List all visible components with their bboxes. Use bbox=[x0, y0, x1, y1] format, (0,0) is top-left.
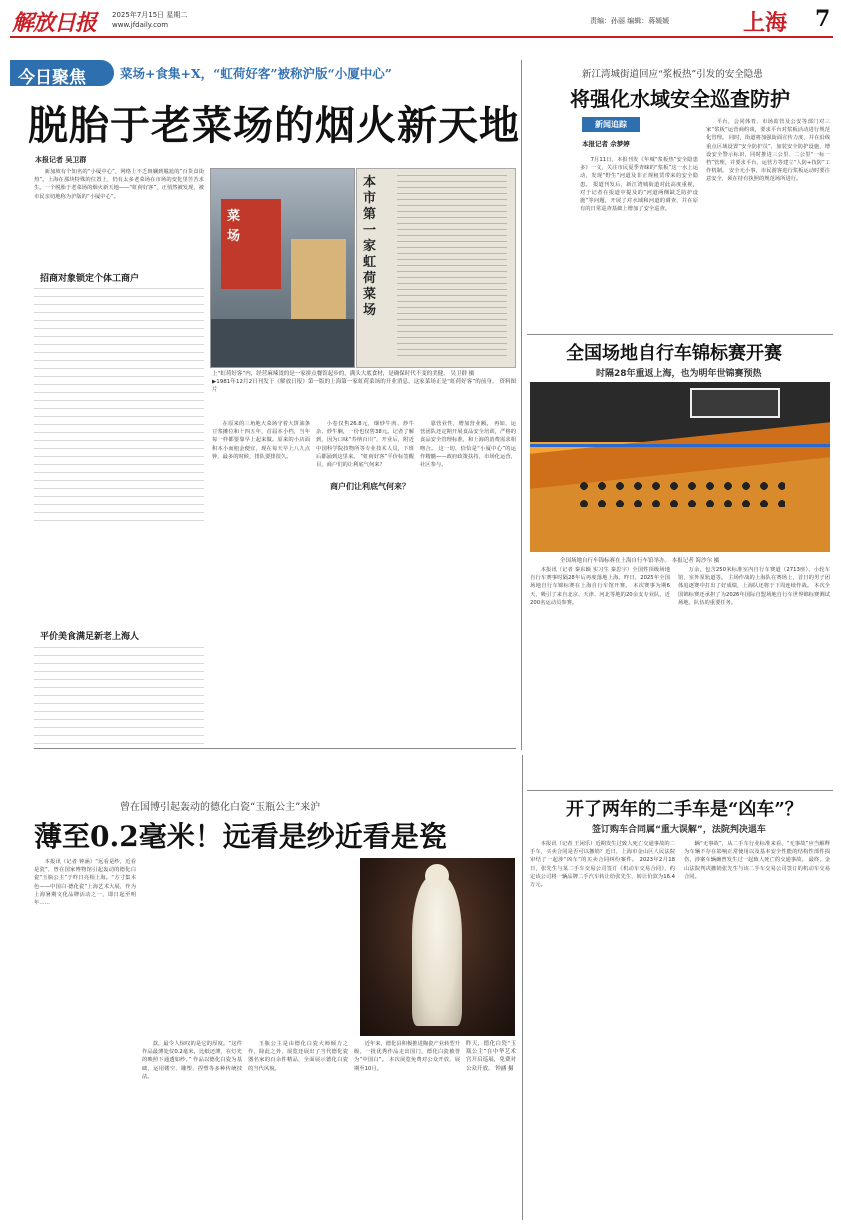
story4-column-1 bbox=[530, 840, 675, 1220]
story1-kicker: 菜场+食集+X，“虹荷好客”被称沪版“小厦中心” bbox=[120, 66, 392, 81]
today-focus-tag bbox=[10, 60, 114, 86]
story5-column-1 bbox=[34, 858, 136, 1220]
story2-byline: 本报记者 佘梦婷 bbox=[582, 140, 630, 148]
story1-column-1-body bbox=[34, 285, 204, 525]
story2-headline: 将强化水域安全巡查防护 bbox=[570, 87, 790, 111]
story5-column-3 bbox=[248, 1040, 348, 1220]
section-name: 上海 bbox=[743, 10, 788, 36]
porcelain-photo bbox=[360, 858, 515, 1036]
story2-left-text: 7月11日，本报刊发《年城“浆板热”安全隐患多》一文，关注市民夏季青睐的“浆板”这一水上运动，发现“野生”河道及非正规租赁带来的安全隐患。 报道刊发后，新江湾城街道对此高度重视，对于记者在报道中提及的“河道两侧缺乏防护设施”等问题，开展了对水域和河道的调查，并在原有的日常巡查基础上增加了安全巡查。 bbox=[580, 157, 698, 213]
newspaper-logo: 解放日报 bbox=[12, 10, 97, 36]
story5-column-3-text: 玉瓶公主是由德化白瓷大师倾力之作，除此之外，展览还展出了当代德化瓷器名家的百余件精品，全面展示德化白瓷的当代风貌。 bbox=[248, 1041, 348, 1072]
story5-column-1-text: 本报讯（记者 钟涵）“远看是纱，近看是瓷”，曾在国家博物馆引起轰动的德化白瓷“玉瓶公主”于昨日亮相上海。“方寸集本色——中国白·德化瓷”上海艺术大展，作为上海暑期文化品牌活动之一，即日起至明年…… bbox=[34, 859, 136, 907]
story4-column-2 bbox=[684, 840, 830, 1220]
story1-byline: 本报记者 吴卫群 bbox=[35, 156, 87, 164]
story1-bottom-rule bbox=[34, 748, 516, 749]
right-column-divider bbox=[522, 755, 523, 1220]
cycling-photo-caption: 全国场地自行车锦标赛在上海自行车馆举办。 本报记者 海沙尔 摄 bbox=[560, 558, 720, 564]
story1-subhead-3: 商户们让利底气何来？ bbox=[330, 481, 410, 491]
news-tracking-tag bbox=[582, 117, 640, 132]
story2-left-column bbox=[580, 156, 698, 328]
story1-column-2 bbox=[212, 420, 310, 740]
story4-headline: 开了两年的二手车是“凶车”？ bbox=[566, 799, 803, 820]
story1-subhead-1: 招商对象锁定个体工商户 bbox=[40, 274, 140, 284]
cycling-photo bbox=[530, 382, 830, 552]
news-tracking-label: 新闻追踪 bbox=[595, 120, 627, 129]
masthead bbox=[10, 4, 835, 36]
story1-column-4 bbox=[420, 420, 516, 740]
story1-column-4-text: 靠营业性，增加营业额。 再如，运营团队还定期开展食品安全培训，严格的食品安全管理标准，和上海的消费需求相吻合。 这一切，恰恰是“小厦中心”的运作精髓——政府政策扶持，市场化运营，社区参与。 bbox=[420, 421, 516, 469]
story1-subhead-2: 平价美食满足新老上海人 bbox=[40, 632, 140, 642]
story3-column-2 bbox=[678, 566, 830, 786]
story3-column-1-text: 本报讯（记者 秦东颖 实习生 秦思宇）全国性顶级场地自行车赛事时隔28年后再度落地上海。昨日，2025年全国场地自行车锦标赛在上海自行车馆开赛。 本次赛事为期6天，吸引了来自北京、天津、河北等地的20余支专业队，近200名运动员参赛。 bbox=[530, 567, 670, 606]
story1-photo-caption: 上“虹荷好客”内，经营麻辣烫的是一家拼点餐馆起步的，满头大底食材，是确保时代不变的美健。 吴卫群 摄 ▶1981年12月2日刊发于《解放日报》第一版的上海第一家虹荷菜场的开业消息，这家菜场正是“虹荷好客”的前身。 资料图片 bbox=[212, 371, 516, 394]
story1-column-2-text: 在原来的三角地大菜场守着大饼油条豆浆摊位和十四五年，首届本小档，当年每一样都要靠早上起来做。原来的小店面积本小而租金便宜，现在每天早上八九点钟，最多的时候，排队要排很久。 bbox=[212, 421, 310, 460]
left-column-divider bbox=[521, 60, 522, 750]
masthead-rule bbox=[10, 36, 833, 38]
story5-column-4 bbox=[354, 1040, 460, 1220]
story3-bottom-rule bbox=[527, 790, 833, 791]
story3-column-2-text: 万余，包含250米标准室内自行车赛道（2713座）、小轮车馆、室外泵轨道等。 主场作战的上海队在赛场上，首日的男子团体追逐赛中打出了好成绩，上海队还将于下周连续作战。 本次全国锦标赛还承担了为2026年国际自盟场地自行车世界锦标赛测试场地、队伍的重要任务。 bbox=[678, 567, 830, 606]
story3-column-1 bbox=[530, 566, 670, 786]
story5-column-4-text: 近年来，德化县积极推进陶瓷产业转型升级，一批优秀作品走出国门，德化白瓷被誉为“中国白”。 本次展览免费对公众开放，展期至10月。 bbox=[354, 1041, 460, 1072]
archive-clipping: 本 市 第 一 家 虹 荷 菜 场 bbox=[356, 168, 516, 368]
story5-headline: 薄至0.2毫米！远看是纱近看是瓷 bbox=[34, 820, 447, 853]
issue-date: 2025年7月15日 星期二 bbox=[112, 11, 188, 19]
porcelain-photo-caption: 昨天，德化白瓷“玉瓶公主”在中华艺术宫开启巡展，免费对公众开放。 钟涵 摄 bbox=[466, 1041, 516, 1072]
story4-column-1-text: 本报讯（记者 王闲乐）近期发生过致人死亡交通事故的二手车，买卖合同是否可以撤销？近日，上海市金山区人民法院审结了一起涉“凶车”的买卖合同纠纷案件。 2023年2月18日，张先生与某二手车交易公司签订《机动车交易合同》，约定该公司将一辆品牌二手汽车转让给张先生，转让价款为16.4万元。 bbox=[530, 841, 675, 889]
story1-column-1-text: 新加坡有个知名的“小厦中心”，网络上不乏斑斓到尴尬的“百货食街热”。上海在那块特殊的位置上，仍有太多老菜场在市场的变化里苦苦求生。一个脱胎于老菜场的烟火新天地——“虹荷好客”，正悄然被发现，被市民亲切地称为沪版的“小厦中心”。 bbox=[34, 169, 204, 200]
story1-column-3 bbox=[316, 420, 414, 740]
story3-headline: 全国场地自行车锦标赛开赛 bbox=[566, 343, 782, 364]
page-number: 7 bbox=[815, 6, 831, 32]
story5-kicker: 曾在国博引起轰动的德化白瓷“玉瓶公主”来沪 bbox=[120, 802, 321, 813]
story1-column-1 bbox=[34, 168, 204, 208]
story1-column-1-tail bbox=[34, 644, 204, 744]
editor-credits: 责编：孙丽 编辑：蒋媛媛 bbox=[590, 17, 670, 25]
website-link[interactable]: www.jfdaily.com bbox=[112, 21, 169, 29]
story5-column-2-text: 款，最令人惊叹的是它的厚度。“这件作品最薄处仅0.2毫米，比纸还薄，在灯光的映照下通透如纱。” 作品以德化白瓷为基础，运用镂空、雕塑、捏塑等多种传统技法。 bbox=[142, 1041, 242, 1080]
today-focus-label: 今日聚焦 bbox=[18, 68, 86, 88]
story5-column-2 bbox=[142, 1040, 242, 1220]
story4-column-2-text: 辆“无事故”，从二手车行业标准来看，“无事故”应当解释为车辆不存在影响正常使用以及基本安全性能的结构性部件损伤，涉案车辆确曾发生过一起致人死亡的交通事故。 最终，金山法院判决撤销张先生与该二手车交易公司签订的机动车交易合同。 bbox=[684, 841, 830, 880]
story2-bottom-rule bbox=[527, 334, 833, 335]
story4-subhead: 签订购车合同属“重大误解”，法院判决退车 bbox=[592, 825, 766, 835]
story2-right-column bbox=[706, 118, 830, 328]
story1-column-3-text: 小卷仅售26.8元，烟炒牛肉、炒牛杂、炒牛腩，一份也仅售38元。记者了解到，因为口味“寿纳百川”，开业后，附近中国科学院技物所等专业技术人员，下班后都涌到这里来。 “虹荷好客”平价标签醒目，商户们的让利底气何来？ bbox=[316, 421, 414, 469]
story2-kicker: 新江湾城街道回应“浆板热”引发的安全隐患 bbox=[582, 69, 763, 80]
story1-headline: 脱胎于老菜场的烟火新天地 bbox=[28, 102, 520, 149]
story2-right-text: 平台，会同体育、市场监管及公安等部门对三家“浆板”运营商约谈，要求平台对浆板活动进行规范化管理。 同时，街道将加强街面宣传力度，并在沿线重点区域设置“安全防护员”，加装安全防护设施，增设安全警示标识，同时推进三公里、二公里“一标一档”管理，并要求平台、运营方等建立“人防+技防”工作机制。 安全无小事，市民游客进行浆板运动时要注意安全，须在持有执照的规范场所进行。 bbox=[706, 119, 830, 183]
market-photo: 菜 场 bbox=[210, 168, 355, 368]
story3-subhead: 时隔28年重返上海，也为明年世锦赛预热 bbox=[596, 369, 762, 379]
